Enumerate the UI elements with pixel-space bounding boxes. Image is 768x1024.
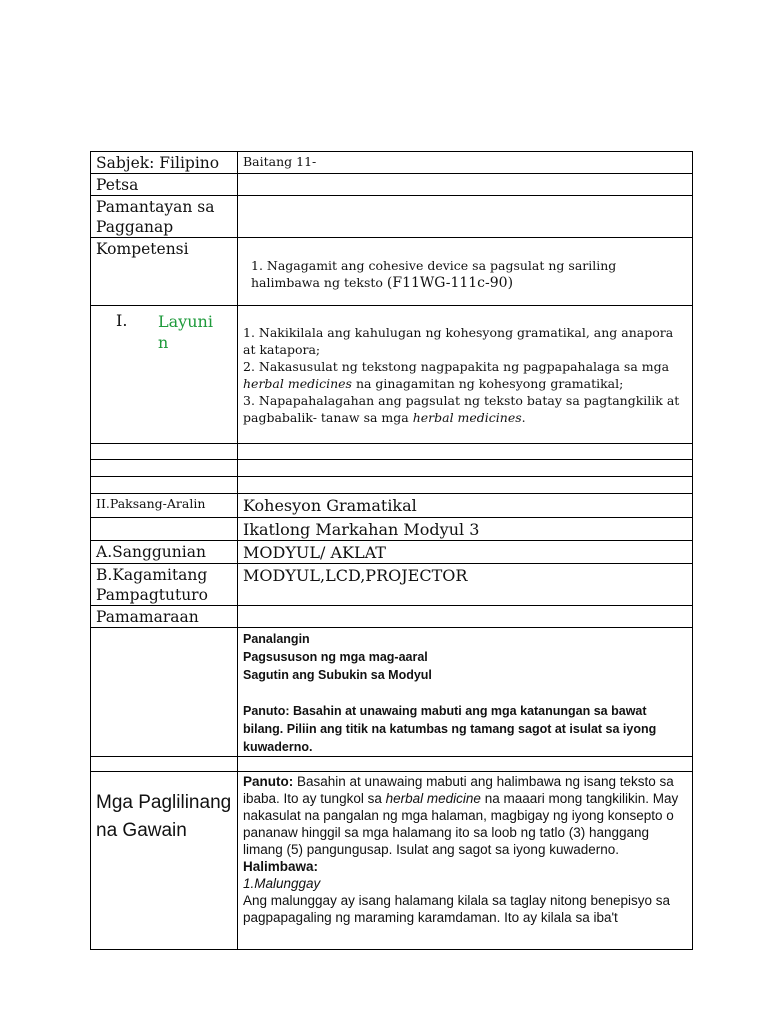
competency-text: 1. Nagagamit ang cohesive device sa pagsulat ng sariling halimbawa ng teksto (F11WG-111c-90) — [251, 258, 617, 291]
row-empty-1 — [91, 444, 693, 460]
competency-cell — [238, 238, 693, 306]
row-procedure — [91, 606, 693, 628]
row-date — [91, 174, 693, 196]
row-empty-4 — [91, 757, 693, 772]
reference-value: MODYUL/ AKLAT — [238, 541, 693, 564]
activity-label: Mga Paglilinang na Gawain — [96, 792, 232, 841]
activity-label-cell — [91, 772, 238, 950]
row-activity — [91, 772, 693, 950]
row-standard — [91, 196, 693, 238]
materials-label: B.Kagamitang Pampagtuturo — [91, 564, 238, 606]
content-title: Kohesyon Gramatikal — [238, 494, 693, 518]
row-subject — [91, 152, 693, 174]
competency-code: (F11WG-111c-90) — [386, 275, 514, 291]
procedure-step-4: Panuto: Basahin at unawaing mabuti ang mga katanungan sa bawat bilang. Piliin ang titik na katumbas ng tamang sagot at isulat sa iyong kuwaderno. — [243, 704, 657, 754]
objectives-cell — [238, 306, 693, 444]
procedure-steps — [243, 629, 687, 756]
competency-label: Kompetensi — [91, 238, 238, 306]
row-content — [91, 494, 693, 518]
row-empty-2 — [91, 460, 693, 477]
row-reference — [91, 541, 693, 564]
activity-text: Panuto: Basahin at unawaing mabuti ang halimbawa ng isang teksto sa ibaba. Ito ay tungkol sa herbal medicine na maaari mong tangkilikin. May nakasulat na pangalan ng mga halaman, magbigay ng iyong konsepto o pananaw hinggil sa mga halamang ito sa loob ng tatlo (3) hanggang limang (5) pangungusap. Isulat ang sagot sa iyong kuwaderno. Halimbawa: 1.Malunggay Ang malunggay ay isang halamang kilala sa taglay nitong benepisyo sa pagpapagaling ng maraming karamdaman. Ito ay kilala sa iba't — [243, 773, 687, 926]
standard-label: Pamantayan sa Pagganap — [91, 196, 238, 238]
objectives-list — [243, 307, 687, 426]
objective-3: 3. Napapahalagahan ang pagsulat ng teksto batay sa pagtangkilik at pagbabalik- tanaw sa mga herbal medicines. — [243, 393, 680, 425]
objectives-number: I. — [116, 311, 128, 330]
activity-example-item: 1.Malunggay — [243, 876, 321, 891]
procedure-step-2: Pagsususon ng mga mag-aaral — [243, 650, 428, 664]
procedure-value — [238, 606, 693, 628]
content-subtitle: Ikatlong Markahan Modyul 3 — [238, 518, 693, 541]
procedure-label: Pamamaraan — [91, 606, 238, 628]
materials-value: MODYUL,LCD,PROJECTOR — [238, 564, 693, 606]
date-label: Petsa — [91, 174, 238, 196]
row-competency — [91, 238, 693, 306]
activity-panuto-label: Panuto: — [243, 774, 294, 789]
standard-value — [238, 196, 693, 238]
objectives-label-cell — [91, 306, 238, 444]
grade-label: Baitang 11- — [238, 152, 693, 174]
row-procedure-steps — [91, 628, 693, 757]
activity-cell — [238, 772, 693, 950]
date-value — [238, 174, 693, 196]
procedure-step-1: Panalangin — [243, 632, 310, 646]
subject-label: Sabjek: Filipino — [91, 152, 238, 174]
procedure-step-3: Sagutin ang Subukin sa Modyul — [243, 668, 432, 682]
row-materials — [91, 564, 693, 606]
objective-2: 2. Nakasusulat ng tekstong nagpapakita ng pagpapahalaga sa mga herbal medicines na ginagamitan ng kohesyong gramatikal; — [243, 359, 670, 391]
content-label: II.Paksang-Aralin — [91, 494, 238, 518]
procedure-steps-cell — [238, 628, 693, 757]
reference-label: A.Sanggunian — [91, 541, 238, 564]
objective-1: 1. Nakikilala ang kahulugan ng kohesyong gramatikal, ang anapora at katapora; — [243, 325, 674, 357]
row-objectives — [91, 306, 693, 444]
activity-example-label: Halimbawa: — [243, 859, 319, 874]
lesson-plan-table — [90, 151, 693, 950]
row-empty-3 — [91, 477, 693, 494]
activity-example-text: Ang malunggay ay isang halamang kilala sa taglay nitong benepisyo sa pagpapagaling ng maraming karamdaman. Ito ay kilala sa iba't — [243, 893, 671, 925]
row-content-sub — [91, 518, 693, 541]
objectives-label: Layunin — [158, 312, 213, 352]
